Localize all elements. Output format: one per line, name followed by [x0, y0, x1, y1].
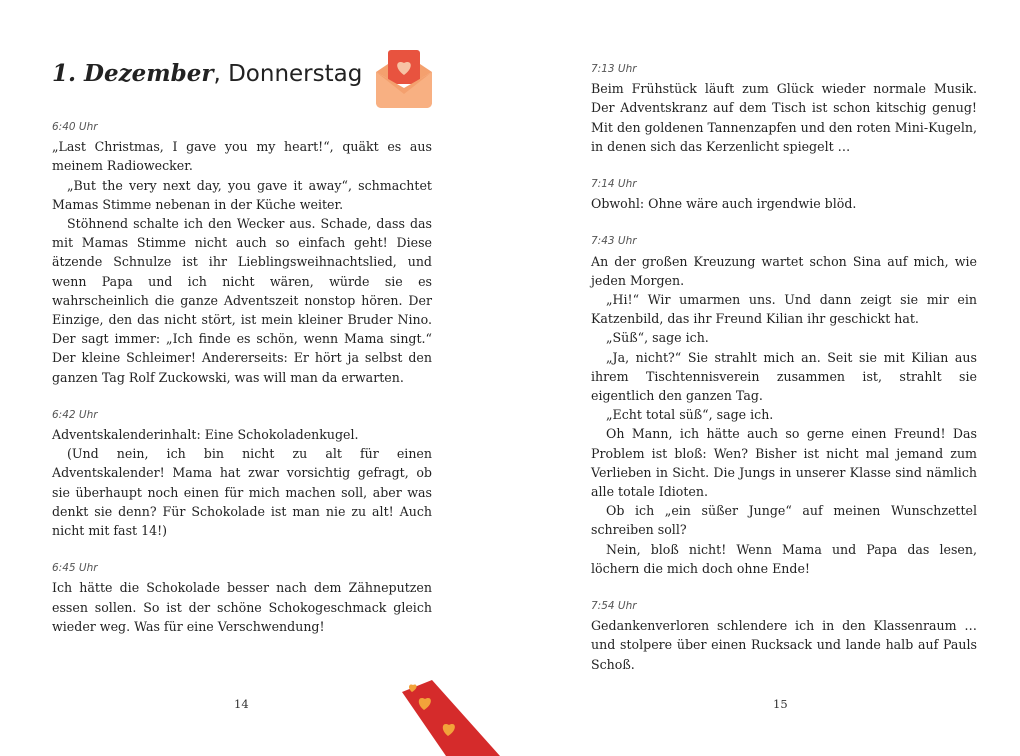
diary-entry [52, 118, 432, 387]
paragraph: Ob ich „ein süßer Junge“ auf meinen Wunschzettel schreiben soll? [591, 503, 977, 538]
entry-time: 7:43 Uhr [591, 235, 637, 248]
paragraph: „Hi!“ Wir umarmen uns. Und dann zeigt sie mir ein Katzenbild, das ihr Freund Kilian ihr geschickt hat. [591, 291, 977, 327]
paragraph: „Süß“, sage ich. [606, 330, 709, 346]
right-page-text [591, 60, 977, 693]
left-page-text [52, 118, 432, 655]
paragraph: Stöhnend schalte ich den Wecker aus. Schade, dass das mit Mamas Stimme nicht auch so einfach geht! Diese ätzende Schnulze ist ihr Lieblingsweihnachtslied, und wenn Papa und ich nicht wären, würde sie es wahrscheinlich die ganze Adventszeit nonstop hören. Der Einzige, den das nicht stört, ist mein kleiner Bruder Nino. Der sagt immer: „Ich finde es schön, wenn Mama singt.“ Der kleine Schleimer! Andererseits: Er hört ja selbst den ganzen Tag Rolf Zuckowski, was will man da erwarten. [52, 216, 432, 385]
chapter-title-weekday: , Donnerstag [213, 61, 363, 87]
entry-time: 7:14 Uhr [591, 178, 637, 190]
paragraph: „Ja, nicht?“ Sie strahlt mich an. Seit sie mit Kilian aus ihrem Tischtennisverein zusammen ist, strahlt sie eigentlich den ganzen Tag. [591, 349, 977, 403]
entry-time: 6:40 Uhr [52, 121, 98, 133]
paragraph: An der großen Kreuzung wartet schon Sina auf mich, wie jeden Morgen. [591, 253, 977, 288]
paragraph: Nein, bloß nicht! Wenn Mama und Papa das lesen, löchern die mich doch ohne Ende! [591, 541, 977, 576]
diary-entry [591, 175, 977, 213]
diary-entry [591, 597, 977, 674]
paragraph: Adventskalenderinhalt: Eine Schokoladenkugel. [52, 427, 359, 443]
paragraph: Oh Mann, ich hätte auch so gerne einen Freund! Das Problem ist bloß: Wen? Bisher ist nicht mal jemand zum Verlieben in Sicht. Die Jungs in unserer Klasse sind nämlich alle totale Idioten. [591, 426, 977, 500]
paragraph: Obwohl: Ohne wäre auch irgendwie blöd. [591, 196, 857, 212]
entry-time: 6:42 Uhr [52, 408, 98, 421]
diary-entry [52, 559, 432, 636]
paragraph: Beim Frühstück läuft zum Glück wieder normale Musik. Der Adventskranz auf dem Tisch ist schon kitschig genug! Mit den goldenen Tannenzapfen und den roten Mini-Kugeln, in denen sich das Kerzenlicht spiegelt … [591, 81, 977, 154]
paragraph: „But the very next day, you gave it away“, schmachtet Mamas Stimme nebenan in der Küche weiter. [52, 177, 432, 212]
paragraph: Gedankenverloren schlendere ich in den Klassenraum … und stolpere über einen Rucksack und lande halb auf Pauls Schoß. [591, 618, 977, 672]
page-number: 14 [234, 697, 249, 711]
paragraph: „Echt total süß“, sage ich. [606, 407, 774, 423]
diary-entry [52, 406, 432, 540]
entry-time: 7:13 Uhr [591, 63, 637, 75]
diary-entry [591, 60, 977, 156]
chapter-title [52, 60, 362, 87]
envelope-heart-icon [374, 48, 434, 110]
washi-tape-hearts [390, 680, 500, 756]
paragraph: „Last Christmas, I gave you my heart!“, quäkt es aus meinem Radiowecker. [52, 139, 432, 174]
entry-time: 7:54 Uhr [591, 600, 637, 613]
diary-entry [591, 232, 977, 578]
paragraph: Ich hätte die Schokolade besser nach dem Zähneputzen essen sollen. So ist der schöne Schokogeschmack gleich wieder weg. Was für eine Verschwendung! [52, 580, 432, 634]
chapter-title-date: 1. Dezember [52, 60, 214, 87]
right-page [510, 0, 1020, 756]
entry-time: 6:45 Uhr [52, 562, 98, 575]
paragraph: (Und nein, ich bin nicht zu alt für einen Adventskalender! Mama hat zwar vorsichtig gefragt, ob sie überhaupt noch einen für mich machen soll, aber was denkt sie denn? Für Schokolade ist man nie zu alt! Auch nicht mit fast 14!) [52, 446, 432, 539]
page-number: 15 [773, 697, 788, 711]
